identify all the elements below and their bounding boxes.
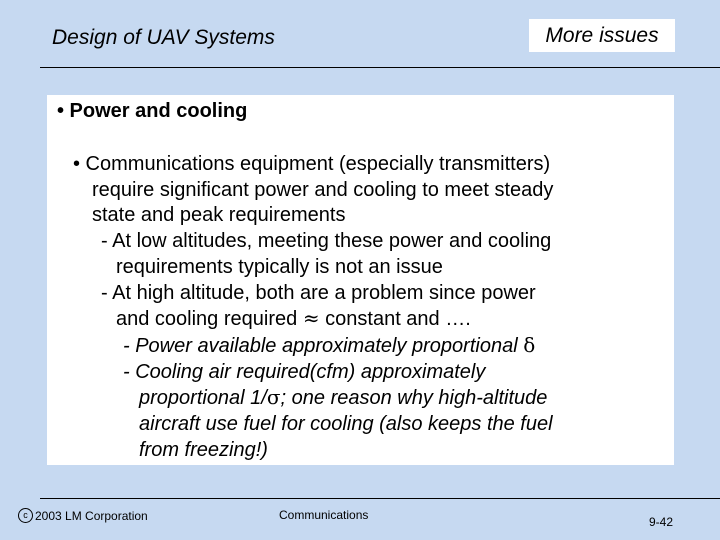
copyright-icon: c (18, 508, 33, 523)
nested-dash-item-continuation: from freezing!) (139, 438, 268, 461)
text-run: proportional 1/ (139, 387, 267, 410)
content-panel (47, 95, 674, 465)
sub-bullet-continuation: state and peak requirements (92, 204, 346, 227)
dash-item-line: - At high altitude, both are a problem since power (101, 281, 536, 304)
footer-copyright (18, 508, 148, 523)
text-run: - Power available approximately proportional (123, 334, 518, 357)
approx-symbol: ≈ (302, 306, 320, 331)
sub-bullet-continuation: require significant power and cooling to meet steady (92, 178, 554, 201)
sigma-symbol: σ (266, 385, 281, 410)
dash-item-continuation: requirements typically is not an issue (116, 255, 443, 278)
dash-item-continuation (73, 306, 553, 333)
nested-dash-item-continuation: aircraft use fuel for cooling (also keeps the fuel (139, 413, 553, 436)
sub-bullet-line: • Communications equipment (especially transmitters) (73, 153, 551, 175)
section-tag: More issues (529, 19, 675, 52)
text-run: constant and …. (325, 308, 471, 331)
nested-dash-item-line: - Cooling air required(cfm) approximately (123, 360, 486, 383)
footer-divider (40, 498, 720, 499)
dash-item-line: - At low altitudes, meeting these power and cooling (101, 230, 552, 253)
delta-symbol: δ (523, 332, 536, 357)
copyright-text: 2003 LM Corporation (35, 508, 148, 523)
page-number: 9-42 (649, 515, 674, 529)
nested-dash-item-line (73, 333, 553, 360)
text-run: ; one reason why high-altitude (280, 387, 548, 410)
slide-header-title: Design of UAV Systems (52, 26, 275, 49)
nested-dash-item-continuation (73, 385, 553, 412)
body-text-block (73, 152, 553, 463)
text-run: and cooling required (116, 308, 298, 331)
main-bullet-heading: • Power and cooling (57, 100, 248, 122)
footer-topic: Communications (279, 508, 369, 522)
header-divider (40, 67, 720, 68)
